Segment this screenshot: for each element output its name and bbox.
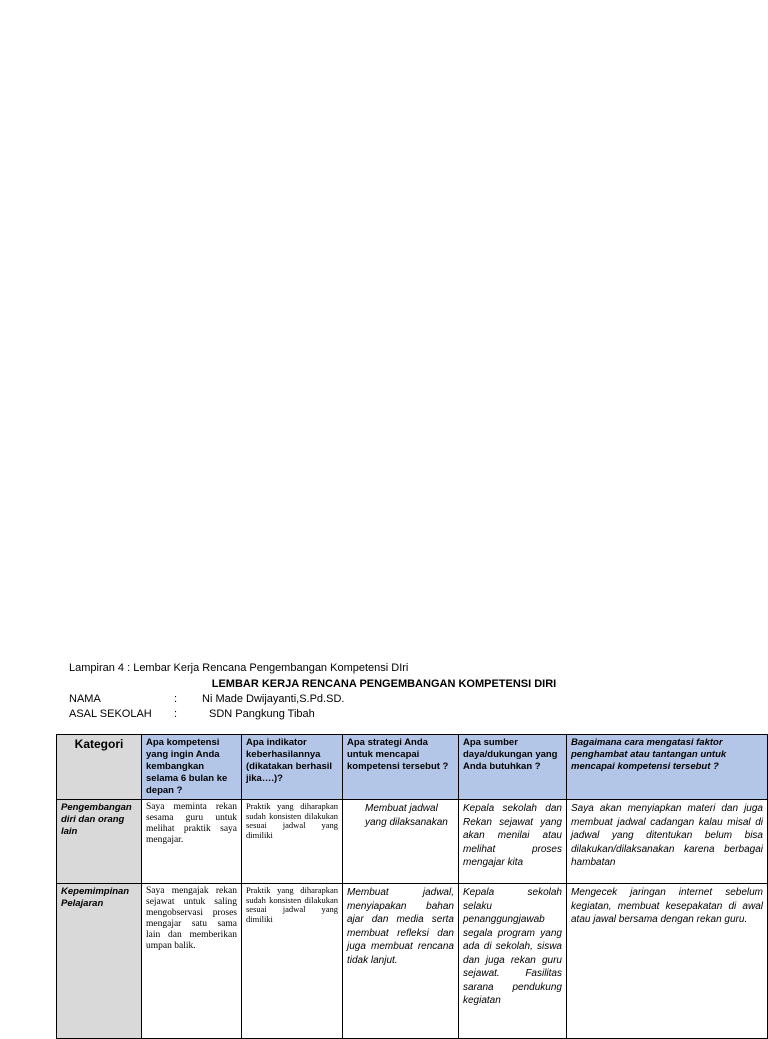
row-indicator: Praktik yang diharapkan sudah konsisten dilakukan sesuai jadwal yang dimiliki — [242, 800, 343, 884]
table-row — [57, 800, 768, 884]
document-title: LEMBAR KERJA RENCANA PENGEMBANGAN KOMPETENSI DIRI — [211, 678, 557, 690]
attachment-label: Lampiran 4 : Lembar Kerja Rencana Pengembangan Kompetensi DIri — [69, 662, 409, 674]
name-separator: : — [174, 693, 178, 705]
name-label: NAMA — [69, 693, 101, 705]
header-category: Kategori — [57, 735, 142, 800]
row-obstacles: Mengecek jaringan internet sebelum kegiatan, membuat kesepakatan di awal atau jawal bersama dengan rekan guru. — [567, 884, 768, 1039]
row-obstacles: Saya akan menyiapkan materi dan juga membuat jadwal cadangan kalau misal di jadwal yang ditentukan belum bisa dilakukan/dilaksanakan karena berbagai hambatan — [567, 800, 768, 884]
header-indicator: Apa indikator keberhasilannya (dikatakan berhasil jika….)? — [242, 735, 343, 800]
competency-plan-table — [56, 734, 768, 1039]
row-strategy: Membuat jadwal, menyiapakan bahan ajar dan media serta membuat refleksi dan juga membuat rencana tidak lanjut. — [343, 884, 459, 1039]
row-category: Kepemimpinan Pelajaran — [57, 884, 142, 1039]
row-resources: Kepala sekolah selaku penanggungjawab segala program yang ada di sekolah, siswa dan juga rekan guru sejawat. Fasilitas sarana pendukung kegiatan — [459, 884, 567, 1039]
row-category: Pengembangan diri dan orang lain — [57, 800, 142, 884]
header-obstacles: Bagaimana cara mengatasi faktor penghambat atau tantangan untuk mencapai kompetensi tersebut ? — [567, 735, 768, 800]
row-competency: Saya meminta rekan sesama guru untuk melihat praktik saya mengajar. — [142, 800, 242, 884]
table-row — [57, 884, 768, 1039]
header-strategy: Apa strategi Anda untuk mencapai kompetensi tersebut ? — [343, 735, 459, 800]
school-separator: : — [174, 708, 178, 720]
name-value: Ni Made Dwijayanti,S.Pd.SD. — [202, 693, 345, 705]
header-resources: Apa sumber daya/dukungan yang Anda butuhkan ? — [459, 735, 567, 800]
row-indicator: Praktik yang diharapkan sudah konsisten dilakukan sesuai jadwal yang dimiliki — [242, 884, 343, 1039]
row-resources: Kepala sekolah dan Rekan sejawat yang akan menilai atau melihat proses mengajar kita — [459, 800, 567, 884]
table-header-row — [57, 735, 768, 800]
header-competency: Apa kompetensi yang ingin Anda kembangkan selama 6 bulan ke depan ? — [142, 735, 242, 800]
school-value: SDN Pangkung Tibah — [209, 708, 315, 720]
row-competency: Saya mengajak rekan sejawat untuk saling mengobservasi proses mengajar satu sama lain dan memberikan umpan balik. — [142, 884, 242, 1039]
row-strategy: Membuat jadwal yang dilaksanakan — [343, 800, 459, 884]
school-label: ASAL SEKOLAH — [69, 708, 152, 720]
